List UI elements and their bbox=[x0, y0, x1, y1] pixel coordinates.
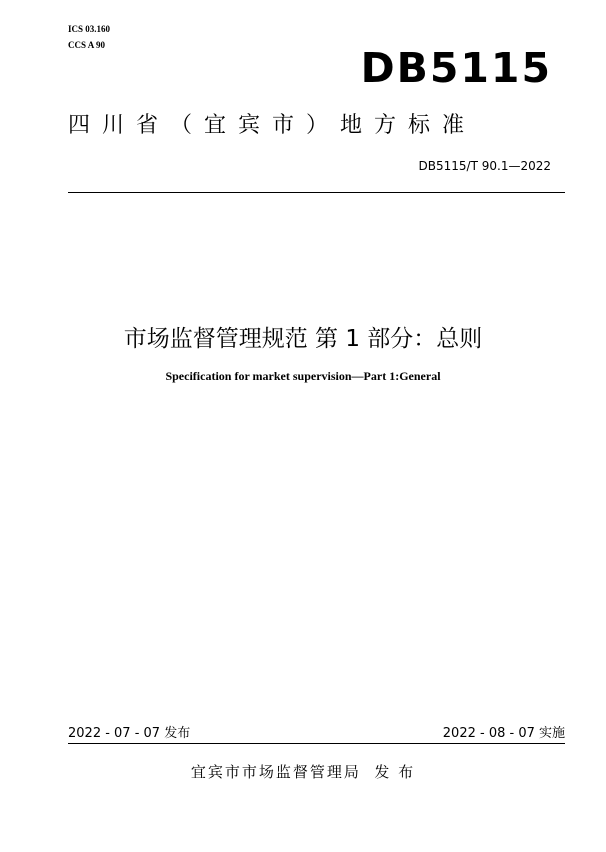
standard-number: DB5115/T 90.1—2022 bbox=[418, 159, 551, 173]
top-divider bbox=[68, 192, 565, 193]
ics-code: ICS 03.160 bbox=[68, 24, 111, 34]
standard-type-heading: 四川省（宜宾市）地方标准 bbox=[68, 113, 477, 138]
standard-code-heading: DB5115 bbox=[360, 44, 552, 92]
chinese-title: 市场监督管理规范 第 1 部分：总则 bbox=[123, 326, 483, 352]
bottom-divider bbox=[68, 743, 565, 744]
implementation-date: 2022 - 08 - 07 实施 bbox=[442, 726, 565, 741]
publisher-line: 宜宾市市场监督管理局 发 布 bbox=[190, 763, 416, 781]
ccs-code: CCS A 90 bbox=[68, 40, 106, 50]
issue-date: 2022 - 07 - 07 发布 bbox=[68, 726, 191, 741]
english-title: Specification for market supervision—Part 1:General bbox=[165, 369, 441, 383]
